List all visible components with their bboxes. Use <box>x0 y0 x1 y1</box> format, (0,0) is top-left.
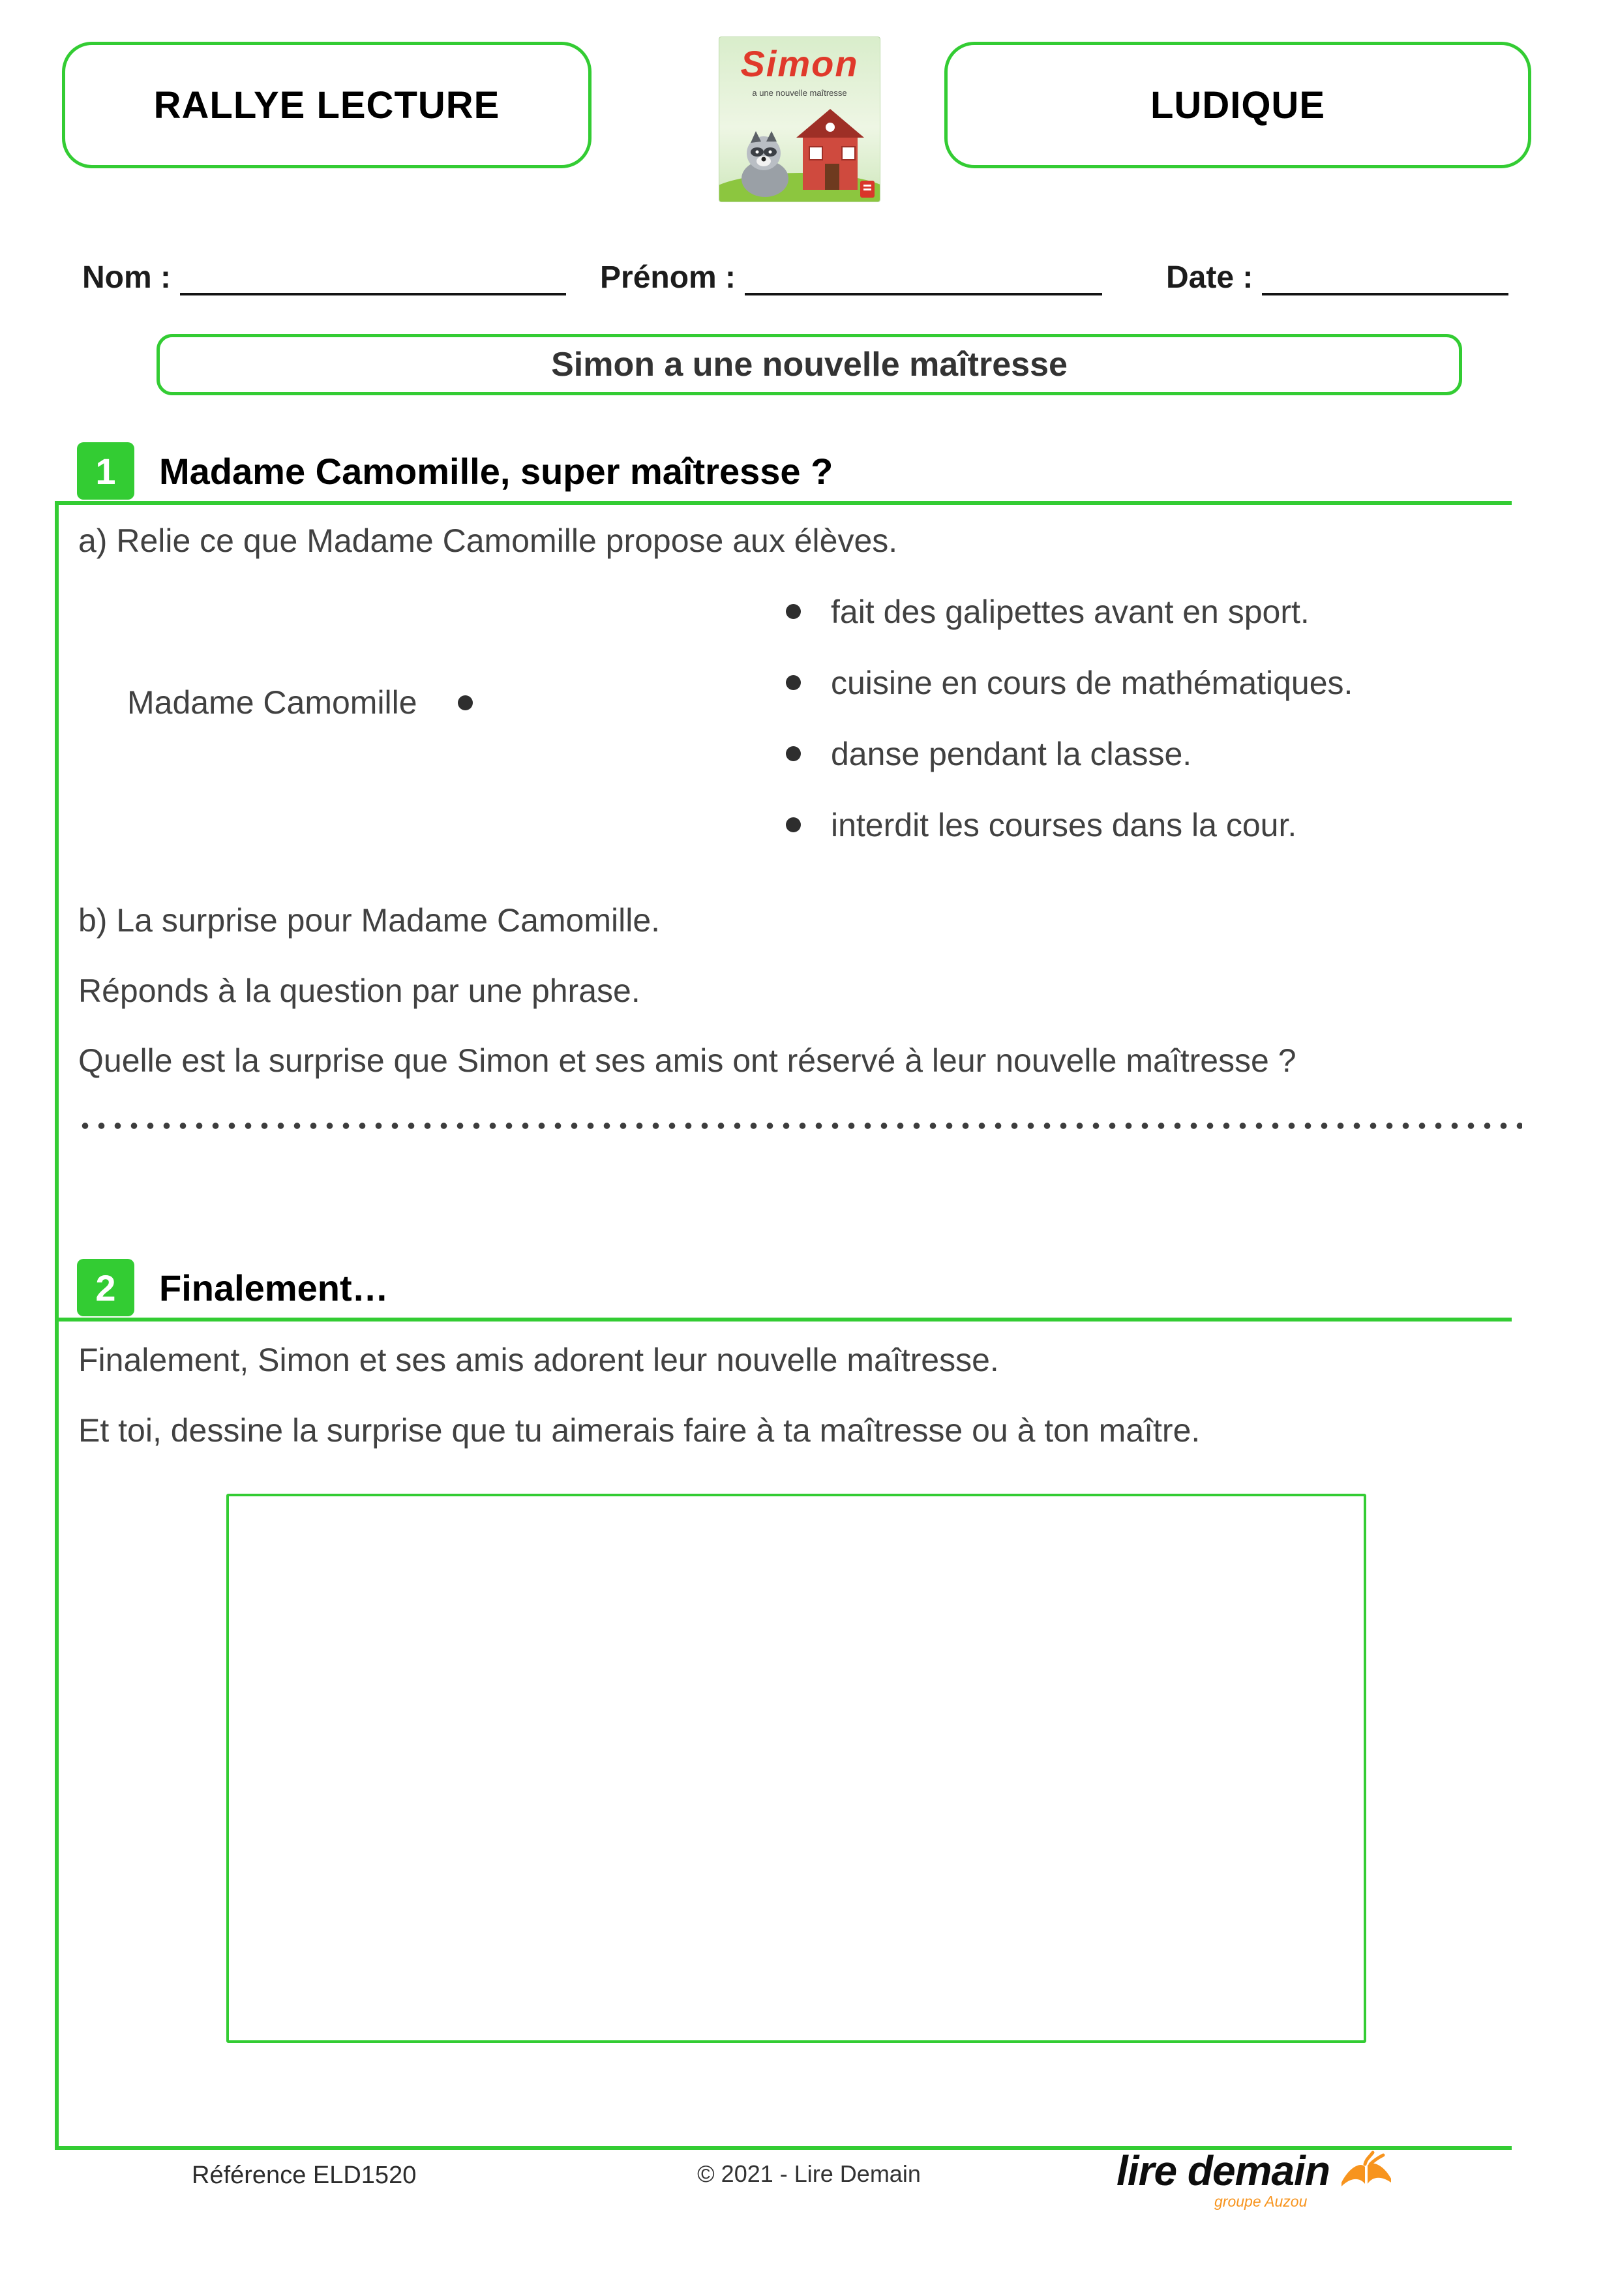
ludique-badge <box>944 42 1531 168</box>
book-title-text: Simon a une nouvelle maîtresse <box>551 346 1068 384</box>
answer-dotted-line[interactable] <box>77 1121 1522 1131</box>
left-margin-rule <box>55 501 59 2150</box>
match-option-label: cuisine en cours de mathématiques. <box>831 664 1353 701</box>
date-field <box>1166 260 1508 295</box>
prenom-field <box>600 260 1102 295</box>
part-a-prompt: a) Relie ce que Madame Camomille propose aux élèves. <box>78 522 898 559</box>
match-option-dot[interactable] <box>786 817 801 832</box>
section2-number: 2 <box>95 1267 116 1308</box>
footer-copyright: © 2021 - Lire Demain <box>697 2160 921 2187</box>
nom-blank-line[interactable] <box>180 260 566 295</box>
match-option-row <box>786 647 1353 718</box>
part-b-instruction: Réponds à la question par une phrase. <box>78 973 640 1009</box>
prenom-blank-line[interactable] <box>745 260 1102 295</box>
drawing-box[interactable] <box>226 1494 1366 2043</box>
section1-heading: Madame Camomille, super maîtresse ? <box>159 451 833 492</box>
ludique-label: LUDIQUE <box>1150 83 1325 127</box>
rallye-lecture-label: RALLYE LECTURE <box>153 83 500 127</box>
match-left-label: Madame Camomille <box>127 684 417 721</box>
book-cover <box>719 37 880 202</box>
match-option-dot[interactable] <box>786 675 801 690</box>
part-b-prompt: b) La surprise pour Madame Camomille. <box>78 902 661 939</box>
match-option-row <box>786 718 1353 789</box>
match-option-row <box>786 789 1353 860</box>
open-book-icon <box>1336 2145 1396 2193</box>
date-blank-line[interactable] <box>1262 260 1508 295</box>
match-option-row <box>786 576 1353 647</box>
nom-label: Nom : <box>82 260 171 295</box>
nom-field <box>82 260 566 295</box>
match-option-dot[interactable] <box>786 604 801 619</box>
section1-rule <box>55 501 1512 505</box>
section2-rule <box>55 1318 1512 1322</box>
match-option-label: fait des galipettes avant en sport. <box>831 593 1310 630</box>
match-option-label: interdit les courses dans la cour. <box>831 806 1297 843</box>
date-label: Date : <box>1166 260 1253 295</box>
section2-line1: Finalement, Simon et ses amis adorent leur nouvelle maîtresse. <box>78 1342 999 1378</box>
section2-number-badge <box>77 1259 134 1316</box>
match-left-dot[interactable] <box>458 695 473 710</box>
prenom-label: Prénom : <box>600 260 736 295</box>
match-left-item <box>127 684 473 721</box>
book-title-box <box>157 334 1462 395</box>
lire-demain-logo-subtext: groupe Auzou <box>1214 2193 1308 2210</box>
section2-line2: Et toi, dessine la surprise que tu aimerais faire à ta maîtresse ou à ton maître. <box>78 1412 1201 1449</box>
section2-heading: Finalement… <box>159 1267 389 1308</box>
match-options-list <box>786 576 1353 860</box>
book-cover-illustration <box>719 97 880 202</box>
lire-demain-logo-text: lire demain <box>1116 2147 1330 2194</box>
lire-demain-logo <box>1116 2145 1396 2210</box>
rallye-lecture-badge <box>62 42 592 168</box>
book-cover-title: Simon <box>740 43 859 84</box>
section1-number: 1 <box>95 450 116 492</box>
section1-number-badge <box>77 442 134 500</box>
match-option-dot[interactable] <box>786 746 801 761</box>
footer-reference: Référence ELD1520 <box>192 2162 417 2189</box>
part-b-question: Quelle est la surprise que Simon et ses amis ont réservé à leur nouvelle maîtresse ? <box>78 1042 1296 1079</box>
match-option-label: danse pendant la classe. <box>831 735 1192 772</box>
book-cover-subtitle: a une nouvelle maîtresse <box>752 88 847 98</box>
